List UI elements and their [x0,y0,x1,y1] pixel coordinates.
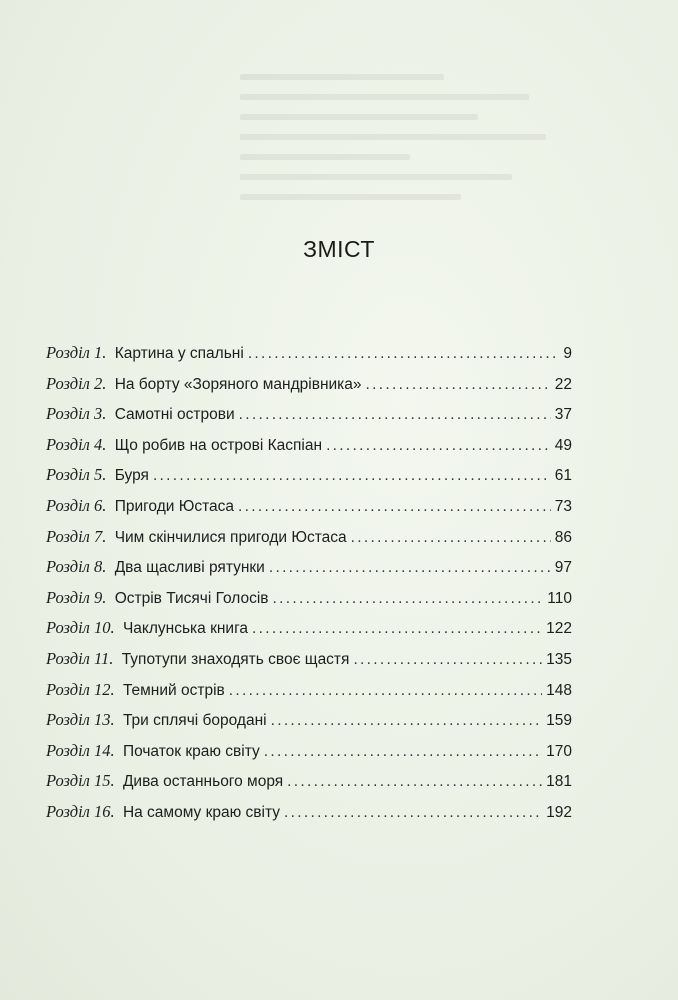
chapter-title: На борту «Зоряного мандрівника» [114,375,362,393]
bleed-through-shadow [240,60,580,300]
dot-leader [287,773,542,791]
toc-entry [46,343,572,374]
dot-leader [366,376,551,394]
chapter-title: Картина у спальні [114,345,244,362]
chapter-label: Розділ 7. [46,526,107,546]
dot-leader [229,682,542,700]
dot-leader [264,743,542,761]
chapter-label: Розділ 1. [46,343,107,362]
chapter-title: Тупотупи знаходять своє щастя [121,650,350,668]
dot-leader [271,712,543,730]
toc-entry [46,710,572,741]
toc-entry [46,741,572,772]
chapter-label: Розділ 5. [46,465,107,485]
page-number: 122 [546,620,572,638]
page-number: 9 [563,345,572,362]
toc-entry [46,618,572,649]
chapter-label: Розділ 15. [46,771,115,791]
page-number: 37 [554,406,572,424]
page-number: 170 [546,742,572,760]
dot-leader [238,498,551,516]
toc-entry [46,374,572,405]
chapter-label: Розділ 6. [46,495,107,515]
page-number: 86 [554,528,572,546]
chapter-label: Розділ 9. [46,587,107,607]
toc-entry [46,588,572,619]
chapter-title: Темний острів [122,681,225,699]
toc-entry [46,771,572,802]
toc-entry [46,557,572,588]
chapter-label: Розділ 11. [46,648,114,668]
page-number: 135 [546,650,572,668]
table-of-contents [46,343,572,833]
chapter-title: Чаклунська книга [122,620,249,638]
toc-entry [46,465,572,496]
page-number: 73 [554,497,572,515]
chapter-title: Самотні острови [114,406,235,424]
toc-entry [46,527,572,558]
chapter-label: Розділ 14. [46,740,115,760]
page-number: 97 [554,559,572,577]
chapter-label: Розділ 10. [46,618,115,638]
toc-entry [46,496,572,527]
page-number: 192 [546,803,572,821]
dot-leader [269,559,551,577]
dot-leader [239,406,551,424]
dot-leader [353,651,542,669]
chapter-title: Дива останнього моря [122,773,284,791]
chapter-title: Буря [114,467,149,485]
dot-leader [284,804,542,822]
page-number: 22 [554,375,572,393]
chapter-label: Розділ 16. [46,801,115,821]
chapter-title: Три сплячі бородані [122,712,267,730]
page-number: 148 [546,681,572,699]
dot-leader [326,437,551,455]
chapter-title: Початок краю світу [122,742,260,760]
chapter-title: Острів Тисячі Голосів [114,589,269,607]
dot-leader [153,467,551,485]
chapter-label: Розділ 12. [46,679,115,699]
chapter-label: Розділ 13. [46,710,115,730]
toc-entry [46,680,572,711]
toc-entry [46,435,572,466]
page-number: 181 [546,773,572,791]
chapter-label: Розділ 4. [46,434,107,454]
chapter-label: Розділ 3. [46,404,107,424]
dot-leader [351,529,551,547]
toc-entry [46,802,572,833]
chapter-label: Розділ 2. [46,373,107,393]
page-number: 49 [554,436,572,454]
dot-leader [248,345,560,363]
dot-leader [252,620,542,638]
page-title: ЗМІСТ [303,236,375,262]
chapter-title: Пригоди Юстаса [114,497,235,515]
dot-leader [273,590,544,608]
chapter-title: На самому краю світу [122,803,280,821]
chapter-title: Чим скінчилися пригоди Юстаса [114,528,347,546]
page-number: 110 [547,589,572,607]
chapter-label: Розділ 8. [46,557,107,577]
page-number: 61 [554,467,572,485]
toc-entry [46,404,572,435]
toc-entry [46,649,572,680]
page-number: 159 [546,712,572,730]
chapter-title: Два щасливі рятунки [114,559,265,577]
chapter-title: Що робив на острові Каспіан [114,436,323,454]
